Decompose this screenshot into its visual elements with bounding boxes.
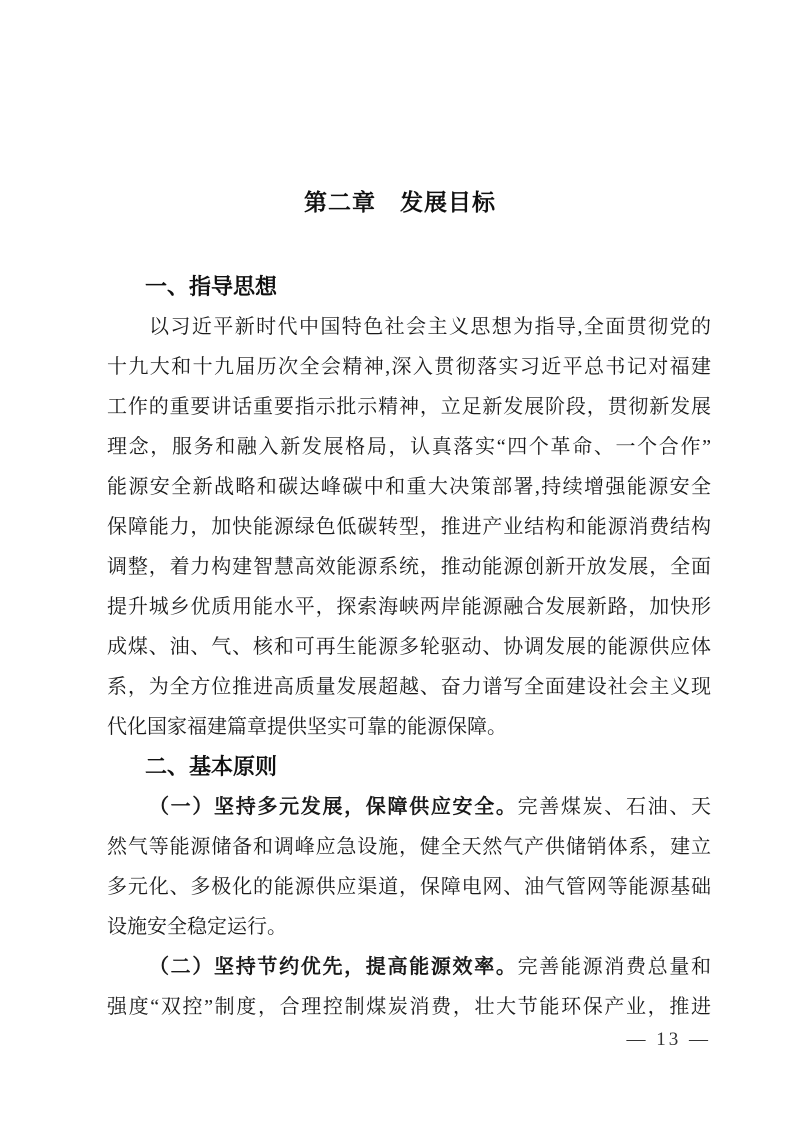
paragraph (107, 307, 711, 747)
body-text-segment: 调整，着力构建智慧高效能源系统，推动能源创新开放发展，全面 (107, 556, 711, 578)
body-text-segment: 能源安全新战略和碳达峰碳中和重大决策部署,持续增强能源安全 (107, 476, 711, 498)
text-line (107, 387, 711, 427)
text-line (107, 787, 711, 827)
section-heading: 一、指导思想 (145, 274, 278, 299)
paragraph (107, 787, 711, 947)
text-line (107, 947, 711, 987)
text-line (107, 627, 711, 667)
body-text-segment: 设施安全稳定运行。 (107, 916, 287, 938)
text-line (107, 707, 711, 747)
body-text-segment: 提升城乡优质用能水平，探索海峡两岸能源融合发展新路，加快形 (107, 596, 711, 618)
text-line (107, 867, 711, 907)
text-line (107, 907, 711, 947)
text-line (107, 507, 711, 547)
body-text-segment: 完善能源消费总量和 (517, 956, 712, 978)
text-line (107, 667, 711, 707)
body-text-segment: 工作的重要讲话重要指示批示精神，立足新发展阶段，贯彻新发展 (107, 396, 711, 418)
body-text-segment: 以习近平新时代中国特色社会主义思想为指导,全面贯彻党的 (149, 316, 711, 338)
text-line (107, 307, 711, 347)
body-text-segment: 强度“双控”制度，合理控制煤炭消费，壮大节能环保产业，推进 (107, 996, 711, 1018)
body-text-segment: 然气等能源储备和调峰应急设施，健全天然气产供储销体系，建立 (107, 836, 711, 858)
page-number: — 13 — (626, 1029, 711, 1050)
paragraph (107, 947, 711, 1027)
bold-lead-segment: （一）坚持多元发展，保障供应安全。 (149, 796, 518, 818)
text-line (107, 547, 711, 587)
body-text-segment: 系，为全方位推进高质量发展超越、奋力谱写全面建设社会主义现 (107, 676, 711, 698)
body-text-segment: 理念，服务和融入新发展格局，认真落实“四个革命、一个合作” (107, 436, 711, 458)
body-text-segment: 十九大和十九届历次全会精神,深入贯彻落实习近平总书记对福建 (107, 356, 711, 378)
body-text-segment: 完善煤炭、石油、天 (517, 796, 712, 818)
body-text-segment: 保障能力，加快能源绿色低碳转型，推进产业结构和能源消费结构 (107, 516, 711, 538)
text-line (107, 467, 711, 507)
text-line (107, 347, 711, 387)
body-text-segment: 代化国家福建篇章提供坚实可靠的能源保障。 (107, 716, 507, 738)
body-text-segment: 成煤、油、气、核和可再生能源多轮驱动、协调发展的能源供应体 (107, 636, 711, 658)
section-heading: 二、基本原则 (145, 754, 278, 779)
document-body (107, 267, 711, 1027)
chapter-title: 第二章 发展目标 (304, 189, 496, 215)
bold-lead-segment: （二）坚持节约优先，提高能源效率。 (149, 956, 518, 978)
text-line (107, 987, 711, 1027)
text-line (107, 827, 711, 867)
text-line (107, 427, 711, 467)
body-text-segment: 多元化、多极化的能源供应渠道，保障电网、油气管网等能源基础 (107, 876, 711, 898)
text-line (107, 587, 711, 627)
